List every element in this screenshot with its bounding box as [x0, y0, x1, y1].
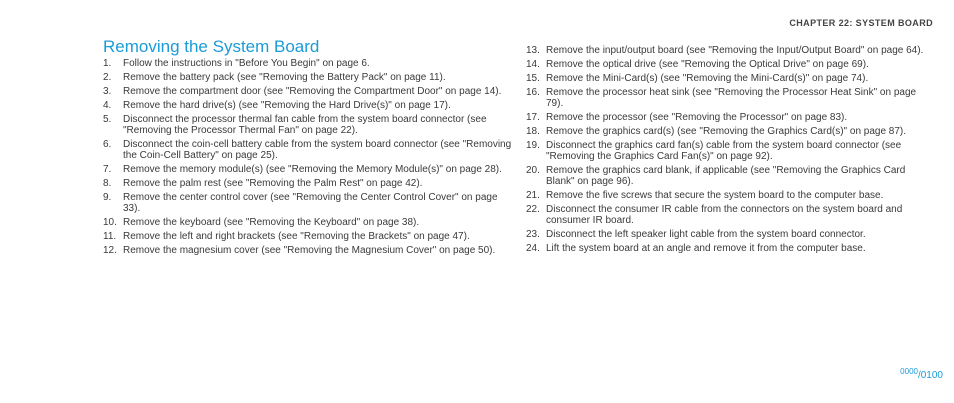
step-number: 15.: [526, 73, 540, 84]
step-text: Remove the palm rest (see "Removing the Palm Rest" on page 42).: [123, 178, 423, 189]
step-text: Remove the processor heat sink (see "Removing the Processor Heat Sink" on page 79).: [546, 87, 917, 109]
step-item: [103, 139, 513, 161]
step-item: [526, 73, 936, 84]
step-number: 4.: [103, 100, 112, 111]
step-number: 6.: [103, 139, 112, 150]
page-current: 0000: [900, 367, 918, 376]
step-text: Remove the left and right brackets (see "Removing the Brackets" on page 47).: [123, 231, 470, 242]
step-item: [526, 59, 936, 70]
step-item: [103, 86, 513, 97]
step-number: 17.: [526, 112, 540, 123]
step-number: 10.: [103, 217, 117, 228]
step-text: Remove the input/output board (see "Removing the Input/Output Board" on page 64).: [546, 45, 924, 56]
step-item: [526, 204, 936, 226]
step-text: Disconnect the left speaker light cable from the system board connector.: [546, 229, 866, 240]
step-item: [103, 217, 513, 228]
step-text: Disconnect the processor thermal fan cable from the system board connector (see "Removing the Processor Thermal Fan" on page 22).: [123, 114, 487, 136]
step-text: Remove the processor (see "Removing the Processor" on page 83).: [546, 112, 848, 123]
step-text: Disconnect the consumer IR cable from the connectors on the system board and consumer IR board.: [546, 204, 903, 226]
step-item: [526, 112, 936, 123]
step-text: Remove the graphics card blank, if applicable (see "Removing the Graphics Card Blank" on page 96).: [546, 165, 906, 187]
page-title: Removing the System Board: [103, 37, 320, 56]
steps-list-right: [526, 45, 936, 257]
step-text: Remove the magnesium cover (see "Removing the Magnesium Cover" on page 50).: [123, 245, 496, 256]
step-text: Remove the memory module(s) (see "Removing the Memory Module(s)" on page 28).: [123, 164, 502, 175]
step-number: 13.: [526, 45, 540, 56]
step-item: [526, 45, 936, 56]
step-text: Remove the battery pack (see "Removing the Battery Pack" on page 11).: [123, 72, 446, 83]
step-text: Remove the optical drive (see "Removing the Optical Drive" on page 69).: [546, 59, 869, 70]
chapter-header: CHAPTER 22: SYSTEM BOARD: [789, 18, 933, 28]
step-text: Remove the compartment door (see "Removing the Compartment Door" on page 14).: [123, 86, 502, 97]
step-number: 5.: [103, 114, 112, 125]
step-item: [526, 243, 936, 254]
step-number: 14.: [526, 59, 540, 70]
step-text: Remove the Mini-Card(s) (see "Removing the Mini-Card(s)" on page 74).: [546, 73, 869, 84]
step-item: [526, 126, 936, 137]
step-number: 1.: [103, 58, 112, 69]
step-text: Remove the center control cover (see "Removing the Center Control Cover" on page 33).: [123, 192, 498, 214]
step-number: 2.: [103, 72, 112, 83]
page-total: 0100: [920, 370, 943, 381]
step-number: 7.: [103, 164, 112, 175]
step-item: [103, 58, 513, 69]
step-number: 18.: [526, 126, 540, 137]
step-number: 19.: [526, 140, 540, 151]
step-item: [103, 245, 513, 256]
step-text: Remove the keyboard (see "Removing the Keyboard" on page 38).: [123, 217, 420, 228]
page-separator: /: [917, 370, 921, 381]
step-text: Remove the hard drive(s) (see "Removing the Hard Drive(s)" on page 17).: [123, 100, 451, 111]
step-number: 22.: [526, 204, 540, 215]
step-text: Remove the five screws that secure the system board to the computer base.: [546, 190, 884, 201]
step-item: [526, 165, 936, 187]
step-item: [103, 192, 513, 214]
step-text: Remove the graphics card(s) (see "Removing the Graphics Card(s)" on page 87).: [546, 126, 907, 137]
step-text: Follow the instructions in "Before You Begin" on page 6.: [123, 58, 370, 69]
step-text: Disconnect the coin-cell battery cable from the system board connector (see "Removing the Coin-Cell Battery" on page 25).: [123, 139, 512, 161]
step-item: [103, 231, 513, 242]
step-number: 11.: [103, 231, 117, 242]
step-number: 20.: [526, 165, 540, 176]
step-text: Lift the system board at an angle and remove it from the computer base.: [546, 243, 866, 254]
step-item: [103, 114, 513, 136]
step-item: [103, 164, 513, 175]
step-number: 8.: [103, 178, 112, 189]
step-item: [526, 190, 936, 201]
steps-list-left: [103, 58, 513, 259]
step-number: 21.: [526, 190, 540, 201]
step-text: Disconnect the graphics card fan(s) cable from the system board connector (see "Removing the Graphics Card Fan(s)" on page 92).: [546, 140, 902, 162]
step-number: 9.: [103, 192, 112, 203]
step-item: [103, 72, 513, 83]
page-number: [900, 367, 943, 381]
step-number: 16.: [526, 87, 540, 98]
step-number: 3.: [103, 86, 112, 97]
step-item: [526, 87, 936, 109]
step-number: 12.: [103, 245, 117, 256]
step-item: [103, 178, 513, 189]
step-item: [526, 229, 936, 240]
step-item: [526, 140, 936, 162]
step-item: [103, 100, 513, 111]
step-number: 23.: [526, 229, 540, 240]
step-number: 24.: [526, 243, 540, 254]
